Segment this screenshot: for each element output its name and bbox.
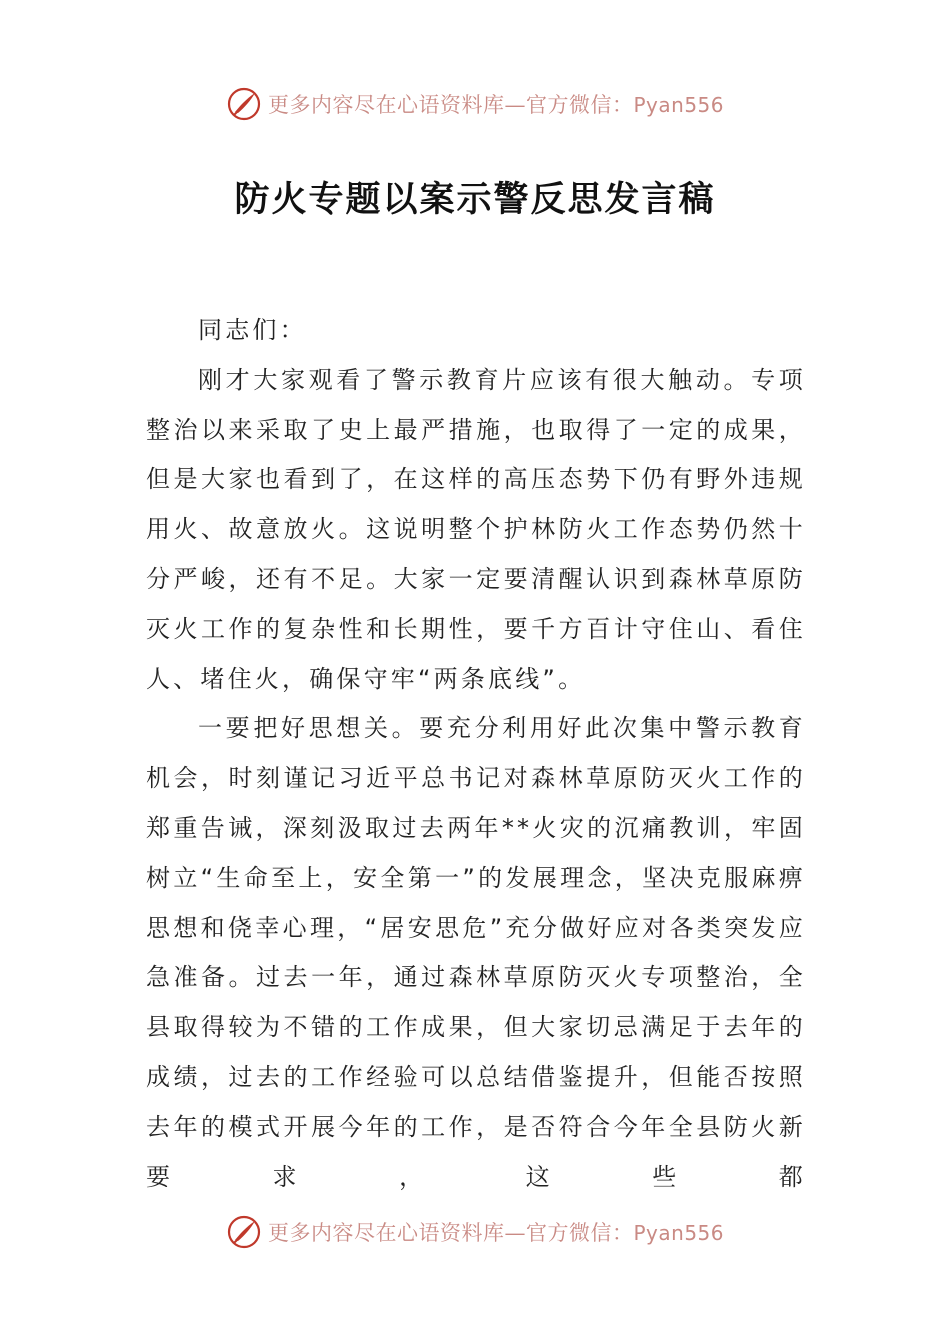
watermark-text: 更多内容尽在心语资料库—官方微信：Pyan556 <box>267 93 724 117</box>
paragraph-2: 一要把好思想关。要充分利用好此次集中警示教育机会，时刻谨记习近平总书记对森林草原防灭火工作的郑重告诫，深刻汲取过去两年**火灾的沉痛教训，牢固树立“生命至上，安全第一”的发展理念，坚决克服麻痹思想和侥幸心理，“居安思危”充分做好应对各类突发应急准备。过去一年，通过森林草原防灭火专项整治，全县取得较为不错的工作成果，但大家切忌满足于去年的成绩，过去的工作经验可以总结借鉴提升，但能否按照去年的模式开展今年的工作，是否符合今年全县防火新要求，这些都 <box>146 714 806 1191</box>
document-title: 防火专题以案示警反思发言稿 <box>234 179 716 220</box>
paragraph-1: 刚才大家观看了警示教育片应该有很大触动。专项整治以来采取了史上最严措施，也取得了一定的成果，但是大家也看到了，在这样的高压态势下仍有野外违规用火、故意放火。这说明整个护林防火工作态势仍然十分严峻，还有不足。大家一定要清醒认识到森林草原防灭火工作的复杂性和长期性，要千方百计守住山、看住人、堵住火，确保守牢“两条底线”。 <box>146 365 806 693</box>
quill-logo-icon <box>226 1214 262 1250</box>
salutation: 同志们： <box>198 316 307 344</box>
watermark-banner-bottom <box>0 1212 950 1252</box>
watermark-banner-top <box>0 84 950 124</box>
watermark-text: 更多内容尽在心语资料库—官方微信：Pyan556 <box>267 1221 724 1245</box>
document-body <box>146 306 806 1202</box>
quill-logo-icon <box>226 86 262 122</box>
